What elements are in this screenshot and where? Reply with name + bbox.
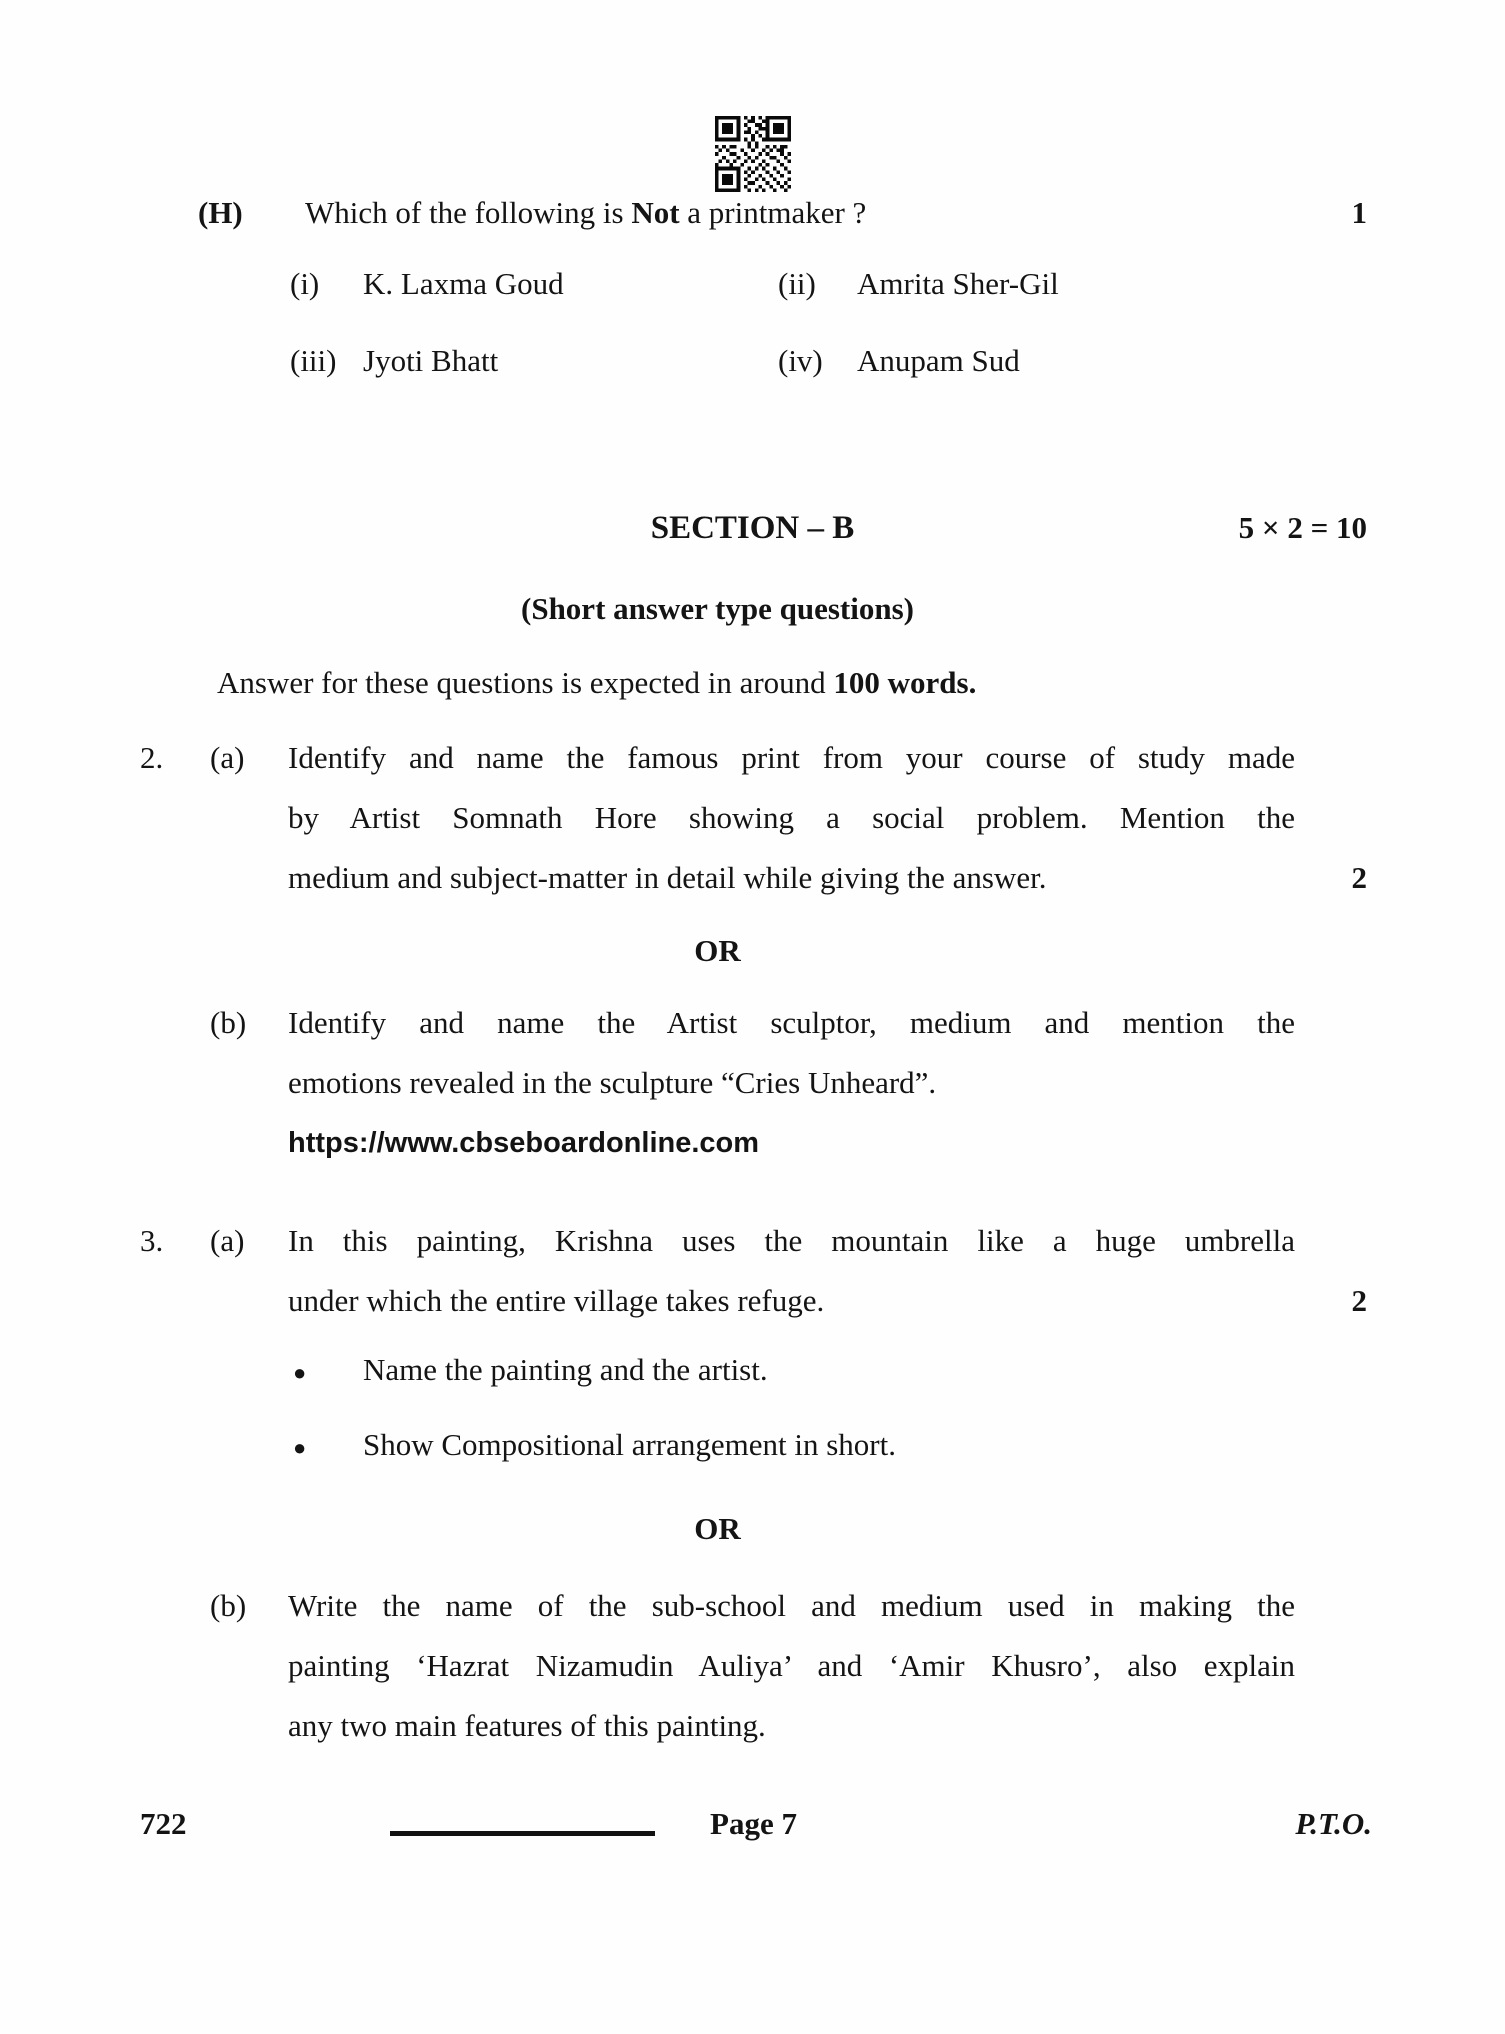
option-iii-text: Jyoti Bhatt xyxy=(363,343,499,378)
question-3a-label: (a) xyxy=(210,1223,245,1258)
option-ii xyxy=(778,254,1295,314)
qr-code-icon xyxy=(715,116,791,192)
question-h-text-pre: Which of the following is xyxy=(305,195,632,230)
question-2b-line-1: Identify and name the Artist sculptor, medium and mention the xyxy=(288,1005,1295,1040)
question-2-or-separator: OR xyxy=(694,933,741,968)
option-iv-number: (iv) xyxy=(778,343,823,378)
question-3a-text xyxy=(288,1211,1295,1331)
bullet-icon: ● xyxy=(293,1435,307,1460)
section-subtitle: (Short answer type questions) xyxy=(521,591,914,626)
watermark-url: https://www.cbseboardonline.com xyxy=(288,1127,760,1159)
question-3a-marks: 2 xyxy=(1351,1283,1367,1318)
option-iii-number: (iii) xyxy=(290,343,337,378)
question-h-label: (H) xyxy=(198,195,243,230)
question-3b-line-1: Write the name of the sub-school and medium used in making the xyxy=(288,1588,1295,1623)
paper-code: 722 xyxy=(140,1806,187,1841)
question-3-number: 3. xyxy=(140,1223,164,1258)
question-2a-label: (a) xyxy=(210,740,245,775)
question-h-marks: 1 xyxy=(1351,195,1367,230)
section-note xyxy=(217,653,976,713)
question-2a-line-1: Identify and name the famous print from your course of study made xyxy=(288,740,1295,775)
question-2a-marks: 2 xyxy=(1351,860,1367,895)
section-note-pre: Answer for these questions is expected in around xyxy=(217,665,834,700)
question-2b-line-2: emotions revealed in the sculpture “Cries Unheard”. xyxy=(288,1065,937,1100)
question-2-number: 2. xyxy=(140,740,164,775)
pto-label: P.T.O. xyxy=(1295,1806,1372,1841)
options-row-2 xyxy=(290,331,1295,391)
question-3a-line-2: under which the entire village takes refuge. xyxy=(288,1283,825,1318)
question-h-text-post: a printmaker ? xyxy=(679,195,867,230)
section-marks-formula: 5 × 2 = 10 xyxy=(1238,510,1367,545)
question-3-or-separator: OR xyxy=(694,1511,741,1546)
question-3a-bullet-2 xyxy=(293,1415,896,1478)
page-number: Page 7 xyxy=(710,1806,797,1841)
option-i xyxy=(290,254,778,314)
question-2b-label: (b) xyxy=(210,1005,247,1040)
option-iii xyxy=(290,331,778,391)
question-2a-text xyxy=(288,728,1295,908)
question-2b-text xyxy=(288,993,1295,1173)
option-ii-text: Amrita Sher-Gil xyxy=(857,266,1059,301)
option-iv-text: Anupam Sud xyxy=(857,343,1020,378)
option-ii-number: (ii) xyxy=(778,266,816,301)
question-3b-line-2: painting ‘Hazrat Nizamudin Auliya’ and ‘Amir Khusro’, also explain xyxy=(288,1648,1295,1683)
question-2a-line-2: by Artist Somnath Hore showing a social problem. Mention the xyxy=(288,800,1295,835)
question-3b-label: (b) xyxy=(210,1588,247,1623)
option-iv xyxy=(778,331,1295,391)
question-h-text-bold: Not xyxy=(631,195,680,230)
question-3a-bullet-1 xyxy=(293,1340,768,1403)
bullet-icon: ● xyxy=(293,1360,307,1385)
question-h-text xyxy=(305,183,866,243)
options-row-1 xyxy=(290,254,1295,314)
option-i-text: K. Laxma Goud xyxy=(363,266,564,301)
section-title: SECTION – B xyxy=(650,510,855,546)
question-3a-line-1: In this painting, Krishna uses the mountain like a huge umbrella xyxy=(288,1223,1295,1258)
question-3a-bullet-2-text: Show Compositional arrangement in short. xyxy=(363,1427,896,1462)
question-3b-line-3: any two main features of this painting. xyxy=(288,1708,766,1743)
question-2a-line-3: medium and subject-matter in detail while giving the answer. xyxy=(288,860,1047,895)
question-3a-bullet-1-text: Name the painting and the artist. xyxy=(363,1352,768,1387)
question-3b-text xyxy=(288,1576,1295,1756)
section-note-bold: 100 words. xyxy=(833,665,977,700)
option-i-number: (i) xyxy=(290,266,320,301)
